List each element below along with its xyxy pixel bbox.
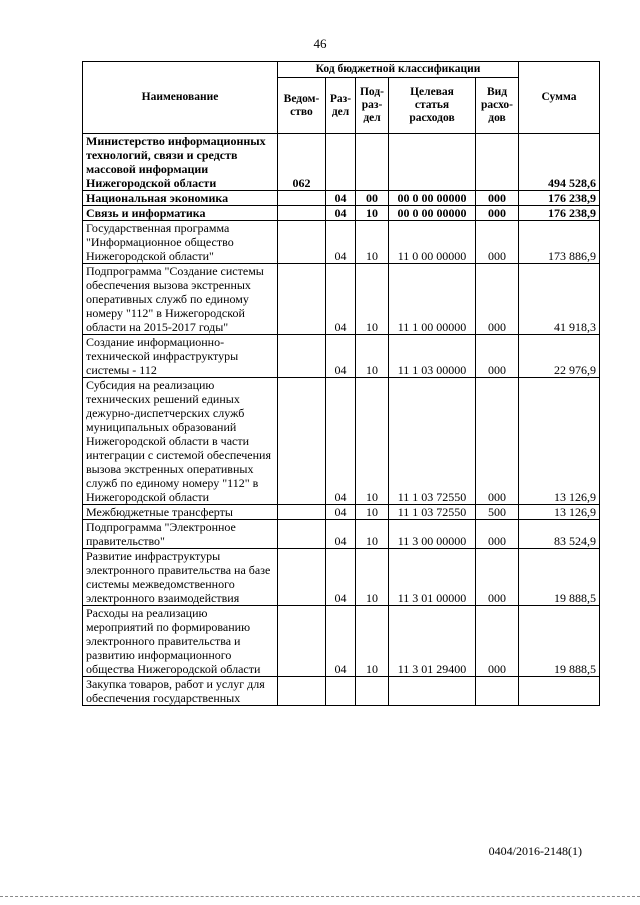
table-row bbox=[83, 335, 600, 378]
cell-summa bbox=[519, 677, 600, 706]
cell-podrazdel: 10 bbox=[356, 606, 389, 677]
cell-vid: 000 bbox=[476, 221, 519, 264]
cell-ved bbox=[278, 264, 326, 335]
cell-celevaya: 00 0 00 00000 bbox=[389, 206, 476, 221]
cell-name: Создание информационно-технической инфраструктуры системы - 112 bbox=[83, 335, 278, 378]
cell-razdel: 04 bbox=[326, 206, 356, 221]
cell-vid: 000 bbox=[476, 520, 519, 549]
cell-ved bbox=[278, 335, 326, 378]
budget-table bbox=[82, 61, 600, 706]
cell-razdel bbox=[326, 134, 356, 191]
header-celevaya: Целевая статья расходов bbox=[389, 78, 476, 134]
cell-podrazdel: 10 bbox=[356, 378, 389, 505]
cell-celevaya: 11 3 01 29400 bbox=[389, 606, 476, 677]
cell-vid: 000 bbox=[476, 206, 519, 221]
table-row bbox=[83, 505, 600, 520]
cell-podrazdel: 10 bbox=[356, 221, 389, 264]
table-row bbox=[83, 134, 600, 191]
cell-name: Национальная экономика bbox=[83, 191, 278, 206]
cell-summa: 173 886,9 bbox=[519, 221, 600, 264]
cell-podrazdel: 10 bbox=[356, 520, 389, 549]
cell-vid: 000 bbox=[476, 378, 519, 505]
cell-name: Субсидия на реализацию технических решений единых дежурно-диспетчерских служб муниципальных образований Нижегородской области в части интеграции с системой обеспечения вызова экстренных оперативных служб по единому номеру "112" в Нижегородской области bbox=[83, 378, 278, 505]
table-row bbox=[83, 606, 600, 677]
cell-celevaya: 11 1 03 72550 bbox=[389, 505, 476, 520]
table-row bbox=[83, 520, 600, 549]
cell-razdel: 04 bbox=[326, 378, 356, 505]
cell-razdel: 04 bbox=[326, 221, 356, 264]
cell-ved bbox=[278, 191, 326, 206]
cell-summa: 22 976,9 bbox=[519, 335, 600, 378]
cell-name: Связь и информатика bbox=[83, 206, 278, 221]
cell-celevaya bbox=[389, 677, 476, 706]
cell-summa: 13 126,9 bbox=[519, 378, 600, 505]
cell-celevaya: 11 1 03 72550 bbox=[389, 378, 476, 505]
cell-name: Государственная программа "Информационное общество Нижегородской области" bbox=[83, 221, 278, 264]
cell-summa: 176 238,9 bbox=[519, 206, 600, 221]
cell-podrazdel: 10 bbox=[356, 335, 389, 378]
cell-razdel: 04 bbox=[326, 264, 356, 335]
cell-podrazdel: 10 bbox=[356, 549, 389, 606]
cell-razdel bbox=[326, 677, 356, 706]
cell-razdel: 04 bbox=[326, 606, 356, 677]
cell-podrazdel: 00 bbox=[356, 191, 389, 206]
cell-celevaya: 11 1 03 00000 bbox=[389, 335, 476, 378]
page-number: 46 bbox=[313, 36, 327, 51]
cell-vid bbox=[476, 134, 519, 191]
cell-vid bbox=[476, 677, 519, 706]
cell-celevaya: 00 0 00 00000 bbox=[389, 191, 476, 206]
cell-ved: 062 bbox=[278, 134, 326, 191]
table-row bbox=[83, 221, 600, 264]
cell-razdel: 04 bbox=[326, 505, 356, 520]
cell-summa: 19 888,5 bbox=[519, 606, 600, 677]
cell-ved bbox=[278, 378, 326, 505]
cell-podrazdel: 10 bbox=[356, 264, 389, 335]
cell-name: Развитие инфраструктуры электронного правительства на базе системы межведомственного электронного взаимодействия bbox=[83, 549, 278, 606]
cell-ved bbox=[278, 221, 326, 264]
cell-celevaya bbox=[389, 134, 476, 191]
table-row bbox=[83, 191, 600, 206]
cell-razdel: 04 bbox=[326, 520, 356, 549]
header-vedomstvo: Ведом-ство bbox=[278, 78, 326, 134]
cell-razdel: 04 bbox=[326, 335, 356, 378]
cell-ved bbox=[278, 505, 326, 520]
cell-celevaya: 11 3 00 00000 bbox=[389, 520, 476, 549]
table-row bbox=[83, 264, 600, 335]
document-code: 0404/2016-2148(1) bbox=[488, 844, 582, 858]
header-group: Код бюджетной классификации bbox=[278, 62, 519, 78]
cell-name: Расходы на реализацию мероприятий по формированию электронного правительства и развитию информационного общества Нижегородской области bbox=[83, 606, 278, 677]
page-bottom-rule bbox=[0, 896, 640, 897]
cell-summa: 83 524,9 bbox=[519, 520, 600, 549]
table-row bbox=[83, 378, 600, 505]
cell-name: Подпрограмма "Электронное правительство" bbox=[83, 520, 278, 549]
cell-vid: 000 bbox=[476, 191, 519, 206]
header-summa: Сумма bbox=[519, 62, 600, 134]
table-row bbox=[83, 206, 600, 221]
cell-celevaya: 11 0 00 00000 bbox=[389, 221, 476, 264]
cell-razdel: 04 bbox=[326, 549, 356, 606]
cell-celevaya: 11 3 01 00000 bbox=[389, 549, 476, 606]
header-razdel: Раз-дел bbox=[326, 78, 356, 134]
cell-ved bbox=[278, 677, 326, 706]
cell-name: Подпрограмма "Создание системы обеспечения вызова экстренных оперативных служб по единому номеру "112" в Нижегородской области на 2015-2017 годы" bbox=[83, 264, 278, 335]
cell-vid: 500 bbox=[476, 505, 519, 520]
cell-summa: 19 888,5 bbox=[519, 549, 600, 606]
cell-summa: 13 126,9 bbox=[519, 505, 600, 520]
cell-celevaya: 11 1 00 00000 bbox=[389, 264, 476, 335]
cell-vid: 000 bbox=[476, 549, 519, 606]
cell-podrazdel bbox=[356, 134, 389, 191]
cell-name: Закупка товаров, работ и услуг для обеспечения государственных bbox=[83, 677, 278, 706]
cell-summa: 494 528,6 bbox=[519, 134, 600, 191]
cell-name: Министерство информационных технологий, связи и средств массовой информации Нижегородской области bbox=[83, 134, 278, 191]
cell-vid: 000 bbox=[476, 606, 519, 677]
table-row bbox=[83, 549, 600, 606]
cell-name: Межбюджетные трансферты bbox=[83, 505, 278, 520]
cell-summa: 41 918,3 bbox=[519, 264, 600, 335]
cell-vid: 000 bbox=[476, 335, 519, 378]
cell-podrazdel: 10 bbox=[356, 206, 389, 221]
cell-ved bbox=[278, 206, 326, 221]
header-name: Наименование bbox=[83, 62, 278, 134]
header-vid: Вид расхо-дов bbox=[476, 78, 519, 134]
cell-ved bbox=[278, 606, 326, 677]
cell-vid: 000 bbox=[476, 264, 519, 335]
cell-podrazdel: 10 bbox=[356, 505, 389, 520]
cell-ved bbox=[278, 549, 326, 606]
cell-summa: 176 238,9 bbox=[519, 191, 600, 206]
cell-podrazdel bbox=[356, 677, 389, 706]
header-podrazdel: Под-раз-дел bbox=[356, 78, 389, 134]
table-row bbox=[83, 677, 600, 706]
cell-ved bbox=[278, 520, 326, 549]
cell-razdel: 04 bbox=[326, 191, 356, 206]
